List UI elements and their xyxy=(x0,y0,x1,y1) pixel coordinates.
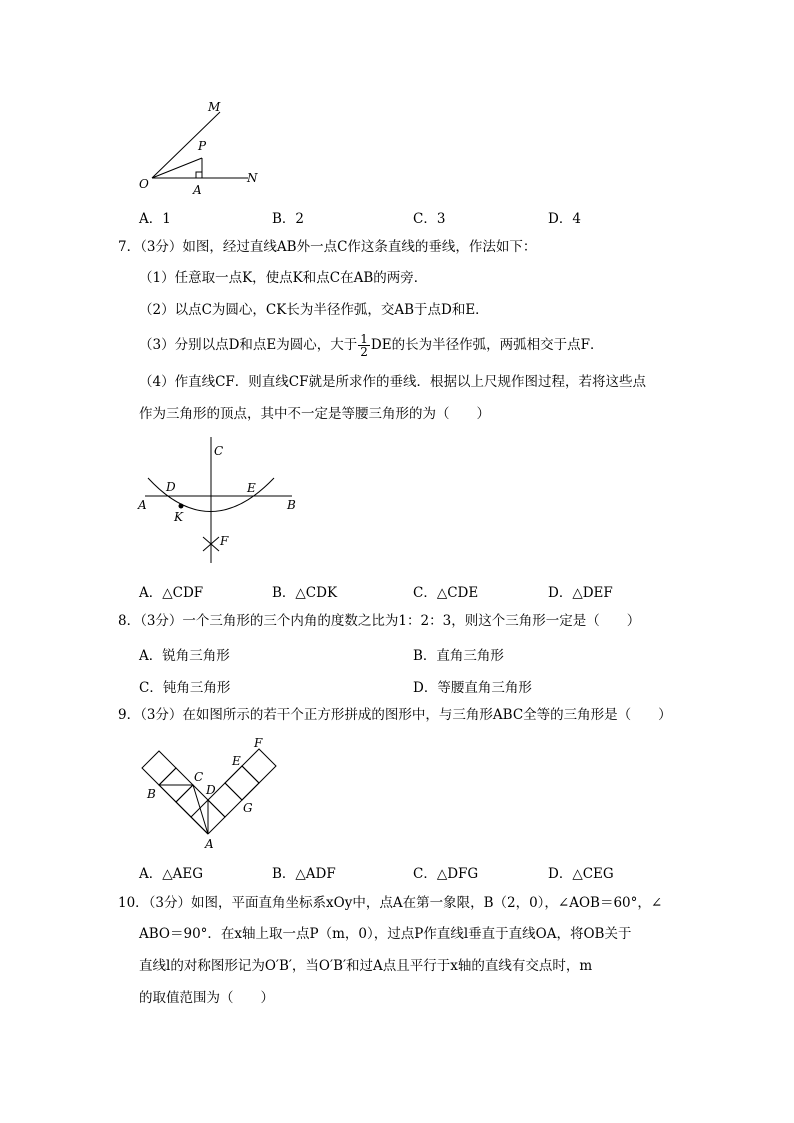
q7-step-3-b: DE的长为半径作弧，两弧相交于点F． xyxy=(370,337,604,353)
label-O: O xyxy=(139,177,149,191)
label-B: B xyxy=(287,498,296,512)
label-M: M xyxy=(208,100,221,114)
label-C: C xyxy=(194,770,204,784)
q7-step-4: （4）作直线CF．则直线CF就是所求作的垂线．根据以上尺规作图过程，若将这些点 xyxy=(139,374,646,390)
q8-option-d[interactable]: D．等腰直角三角形 xyxy=(413,680,532,696)
frac-den: 2 xyxy=(360,345,368,359)
q7-option-a[interactable]: A．△CDF xyxy=(139,585,204,601)
q7-stem: 7．（3分）如图，经过直线AB外一点C作这条直线的垂线，作法如下： xyxy=(118,239,537,255)
label-D: D xyxy=(206,783,216,797)
label-N: N xyxy=(247,171,258,185)
q8-option-c[interactable]: C．钝角三角形 xyxy=(139,680,231,696)
label-C: C xyxy=(214,444,224,458)
q10-line-4: 的取值范围为（ ） xyxy=(139,990,274,1006)
q7-step-1: （1）任意取一点K，使点K和点C在AB的两旁． xyxy=(139,270,428,286)
q9-option-c[interactable]: C．△DFG xyxy=(413,866,479,882)
label-A: A xyxy=(193,183,202,197)
q7-step-2: （2）以点C为圆心，CK长为半径作弧，交AB于点D和E． xyxy=(139,302,489,318)
q10-line-2: ABO＝90°．在x轴上取一点P（m，0），过点P作直线l垂直于直线OA，将OB关于 xyxy=(139,926,632,942)
q6-option-c[interactable]: C．3 xyxy=(413,211,446,227)
q6-option-d[interactable]: D．4 xyxy=(548,211,581,227)
q7-step-3-a: （3）分别以点D和点E为圆心，大于 xyxy=(139,337,358,353)
q7-option-d[interactable]: D．△DEF xyxy=(548,585,613,601)
q9-option-d[interactable]: D．△CEG xyxy=(548,866,614,882)
q10-line-3: 直线l的对称图形记为O′B′，当O′B′和过A点且平行于x轴的直线有交点时，m xyxy=(139,958,593,974)
label-P: P xyxy=(198,139,207,153)
label-E: E xyxy=(232,754,241,768)
q9-stem: 9．（3分）在如图所示的若干个正方形拼成的图形中，与三角形ABC全等的三角形是（ ） xyxy=(118,707,672,723)
q7-option-b[interactable]: B．△CDK xyxy=(272,585,338,601)
q7-option-c[interactable]: C．△CDE xyxy=(413,585,479,601)
label-E: E xyxy=(247,481,256,495)
label-A: A xyxy=(205,837,214,851)
label-F: F xyxy=(220,534,229,548)
q8-option-a[interactable]: A．锐角三角形 xyxy=(139,648,230,664)
frac-num: 1 xyxy=(360,332,368,346)
q8-option-b[interactable]: B．直角三角形 xyxy=(413,648,504,664)
q9-option-b[interactable]: B．△ADF xyxy=(272,866,336,882)
label-F: F xyxy=(254,736,263,750)
q6-option-b[interactable]: B．2 xyxy=(272,211,305,227)
q9-option-a[interactable]: A．△AEG xyxy=(139,866,204,882)
label-G: G xyxy=(243,801,253,815)
label-D: D xyxy=(166,480,176,494)
label-A: A xyxy=(138,498,147,512)
q7-step-4-cont: 作为三角形的顶点，其中不一定是等腰三角形的为（ ） xyxy=(139,406,490,422)
label-K: K xyxy=(174,510,183,524)
q6-option-a[interactable]: A．1 xyxy=(139,211,171,227)
q8-stem: 8．（3分）一个三角形的三个内角的度数之比为1：2：3，则这个三角形一定是（ ） xyxy=(118,613,641,629)
label-B: B xyxy=(147,787,156,801)
q10-line-1: 10．（3分）如图，平面直角坐标系xOy中，点A在第一象限，B（2，0），∠AOB＝60°，∠ xyxy=(118,895,663,911)
